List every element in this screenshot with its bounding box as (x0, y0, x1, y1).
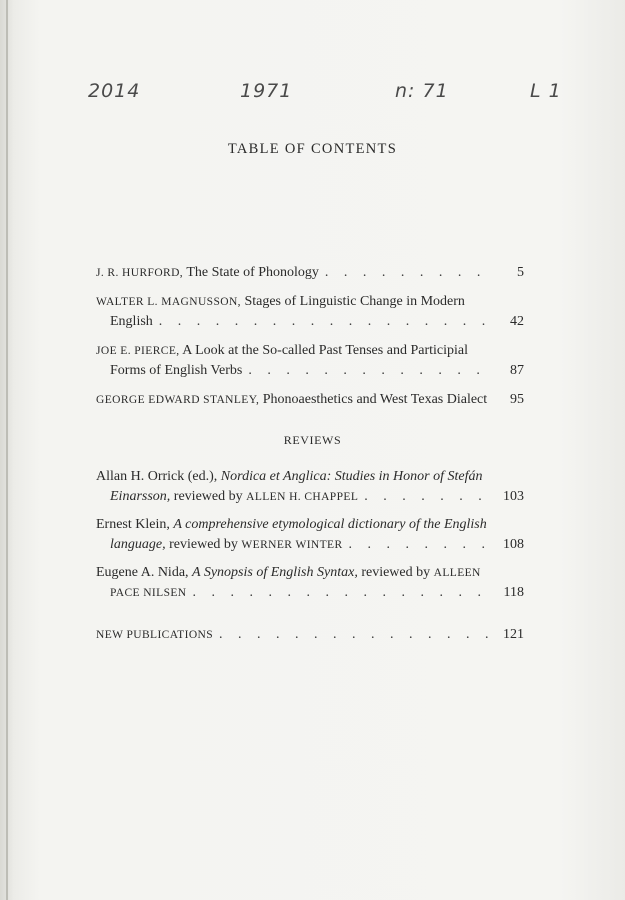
page-number: 103 (503, 489, 524, 504)
page-number: 95 (510, 392, 524, 407)
reviewer-cont: PACE NILSEN (110, 587, 187, 599)
review-entry (96, 515, 524, 555)
leader-dots (364, 487, 489, 507)
leader-dots (193, 583, 490, 603)
page-number: 42 (510, 314, 524, 329)
leader-dots (248, 361, 490, 381)
article-title: The State of Phonology (183, 265, 319, 280)
review-book-title: Nordica et Anglica: Studies in Honor of Stefán (220, 469, 483, 484)
article-title-cont: English (110, 314, 153, 329)
reviewer: ALLEEN (433, 567, 481, 579)
toc-entry (96, 292, 524, 332)
review-book-title-cont: language, (110, 537, 166, 552)
review-book-author: Ernest Klein, (96, 517, 174, 532)
review-book-title-cont: Einarsson, (110, 489, 171, 504)
article-title: Stages of Linguistic Change in Modern (240, 294, 465, 309)
page-number: 5 (517, 265, 524, 280)
reviewed-by: reviewed by (165, 537, 242, 552)
handwritten-annotation-4: L 1 (530, 80, 562, 102)
reviews-list (96, 467, 524, 610)
toc-entry (96, 341, 524, 381)
page-number: 118 (503, 585, 524, 600)
binding-edge (6, 0, 8, 900)
handwritten-annotation-1: 2014 (88, 80, 141, 102)
handwritten-annotation-2: 1971 (240, 80, 293, 102)
reviewer: WERNER WINTER (241, 539, 343, 551)
new-publications (96, 625, 524, 652)
author: GEORGE EDWARD STANLEY, (96, 394, 260, 406)
author: J. R. HURFORD, (96, 267, 184, 279)
article-title-cont: Forms of English Verbs (110, 363, 243, 378)
reviewed-by: reviewed by (170, 489, 247, 504)
articles-list (96, 263, 524, 417)
page-number: 87 (510, 363, 524, 378)
review-book-title: A Synopsis of English Syntax, (192, 565, 358, 580)
author: WALTER L. MAGNUSSON, (96, 296, 241, 308)
leader-dots (325, 263, 490, 283)
review-entry (96, 467, 524, 507)
reviewer: ALLEN H. CHAPPEL (246, 491, 359, 503)
page-title: TABLE OF CONTENTS (227, 141, 398, 157)
article-title: A Look at the So-called Past Tenses and Participial (179, 343, 468, 358)
toc-entry (96, 625, 524, 645)
toc-entry (96, 390, 524, 410)
leader-dots (219, 625, 489, 645)
page-number: 108 (503, 537, 524, 552)
reviews-heading: REVIEWS (283, 433, 342, 447)
review-entry (96, 563, 524, 603)
toc-entry (96, 263, 524, 283)
review-book-author: Allan H. Orrick (ed.), (96, 469, 221, 484)
handwritten-annotation-3: n: 71 (395, 80, 449, 102)
review-book-author: Eugene A. Nida, (96, 565, 193, 580)
review-book-title: A comprehensive etymological dictionary of the English (173, 517, 487, 532)
page-number: 121 (503, 627, 524, 642)
new-publications-label: NEW PUBLICATIONS (96, 629, 214, 641)
article-title: Phonoaesthetics and West Texas Dialect (259, 392, 488, 407)
leader-dots (159, 312, 490, 332)
leader-dots (349, 535, 489, 555)
reviewed-by: reviewed by (357, 565, 434, 580)
author: JOE E. PIERCE, (96, 345, 180, 357)
